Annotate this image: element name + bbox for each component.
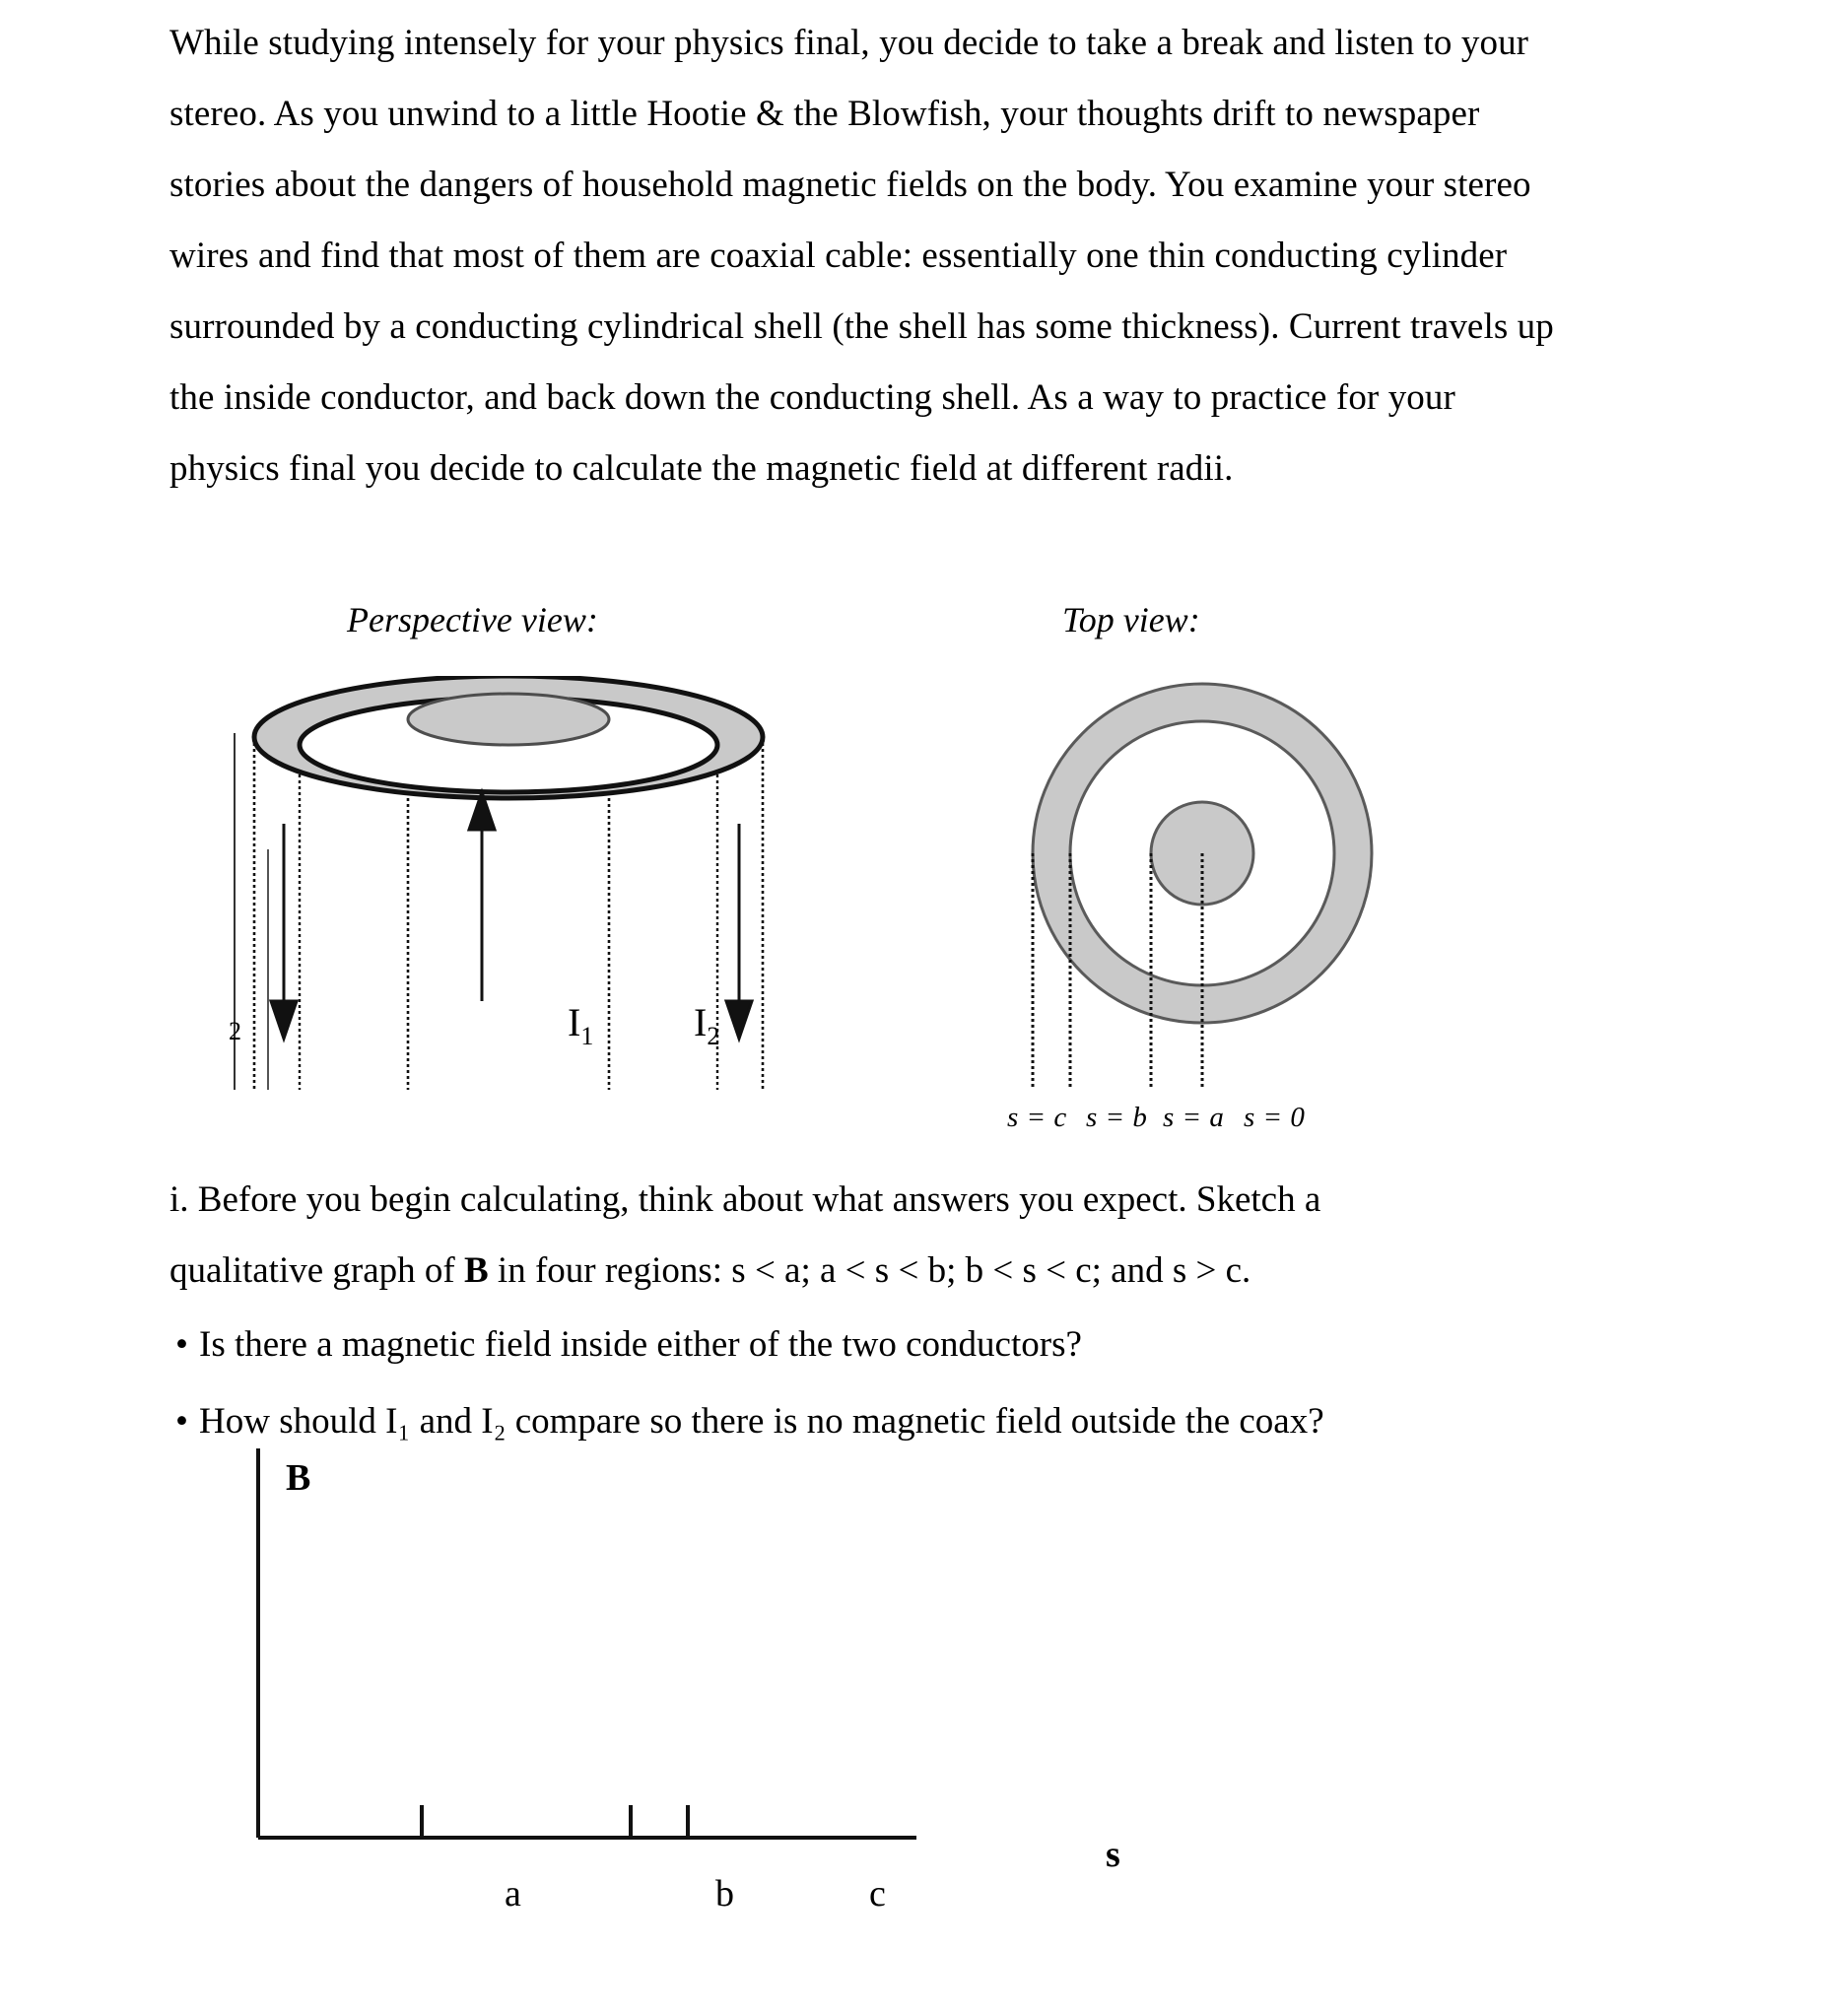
- x-tick-label-c: c: [869, 1873, 886, 1915]
- x-axis-label: s: [1106, 1834, 1120, 1875]
- x-axis-ticks: [422, 1805, 688, 1838]
- current-label-i1-subscript: 1: [580, 1022, 594, 1050]
- question-block: [169, 1165, 1549, 1307]
- inner-conductor-top-face: [408, 694, 609, 745]
- current-label-i2-symbol: I: [694, 1000, 708, 1044]
- y-axis-label: B: [286, 1457, 311, 1499]
- bullet-item-1-text: Is there a magnetic field inside either of the two conductors?: [199, 1324, 1082, 1365]
- bullet-item-2-text: How should I₁ and I₂ compare so there is no magnetic field outside the coax?: [199, 1401, 1324, 1442]
- radius-label-zero: s = 0: [1244, 1102, 1306, 1133]
- perspective-label-2: 2: [229, 1017, 241, 1045]
- top-view-figure: [995, 676, 1409, 1090]
- question-line-2-bold: B: [463, 1250, 489, 1291]
- outer-current-arrow-down: [726, 824, 752, 1039]
- question-line-1: i. Before you begin calculating, think about what answers you expect. Sketch a: [169, 1179, 1321, 1220]
- question-bullets: [175, 1307, 1575, 1460]
- current-label-i1-symbol: I: [568, 1000, 581, 1044]
- x-tick-label-a: a: [505, 1873, 521, 1915]
- bullet-dot-icon-2: •: [175, 1401, 188, 1442]
- bullet-dot-icon: •: [175, 1324, 188, 1365]
- question-line-2: [169, 1236, 1549, 1307]
- current-label-i1: [568, 999, 593, 1051]
- question-line-2-pre: qualitative graph of: [169, 1250, 464, 1291]
- radius-label-a: s = a: [1163, 1102, 1225, 1133]
- radius-label-b: s = b: [1086, 1102, 1148, 1133]
- bullet-item-1: [175, 1307, 1575, 1383]
- perspective-view-caption: Perspective view:: [347, 600, 598, 639]
- radius-label-row: [1007, 1102, 1306, 1134]
- radius-label-c: s = c: [1007, 1102, 1067, 1133]
- qualitative-graph-axes: [246, 1439, 1232, 1990]
- intro-paragraph: While studying intensely for your physics final, you decide to take a break and listen to your stereo. As you unwind to a little Hootie & the Blowfish, your thoughts drift to newspaper stories about the dangers of household magnetic fields on the body. You examine your stereo wires and find that most of them are coaxial cable: essentially one thin conducting cylinder surrounded by a conducting cylindrical shell (the shell has some thickness). Current travels up the inside conductor, and back down the conducting shell. As a way to practice for your physics final you decide to calculate the magnetic field at different radii.: [169, 23, 1554, 489]
- question-line-2-post: in four regions: s < a; a < s < b; b < s < c; and s > c.: [488, 1250, 1251, 1291]
- perspective-view-figure: [233, 676, 824, 1090]
- x-tick-label-b: b: [715, 1873, 734, 1915]
- current-label-i2-subscript: 2: [707, 1022, 720, 1050]
- left-current-arrow: [271, 824, 297, 1039]
- inner-current-arrow-up: [469, 792, 495, 1001]
- top-view-caption: Top view:: [1062, 600, 1200, 639]
- current-label-i2: [694, 999, 719, 1051]
